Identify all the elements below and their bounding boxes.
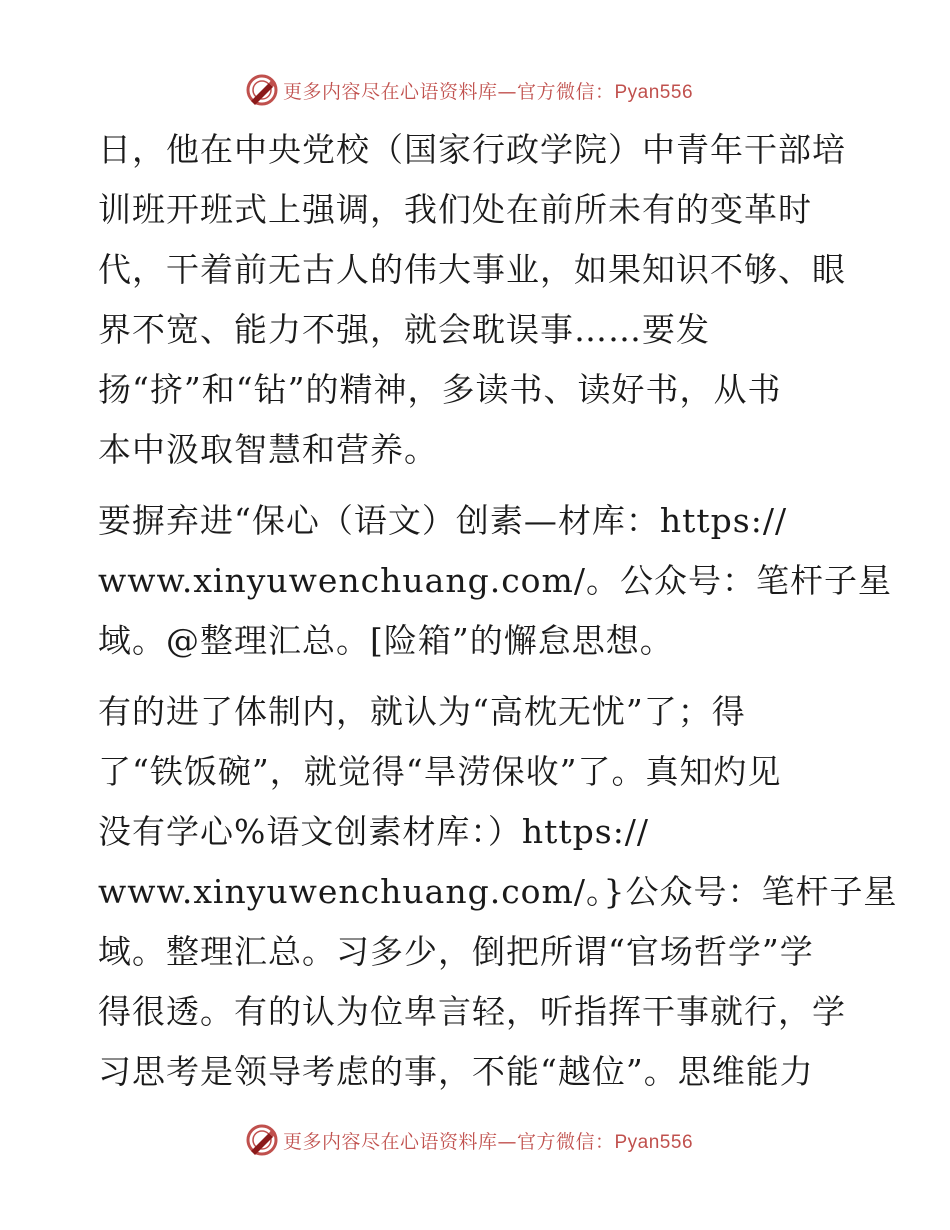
header-banner-label: 更多内容尽在心语资料库—官方微信： bbox=[282, 80, 615, 103]
text-line: 要摒弃进“保心（语文）创素—材库：https:// bbox=[98, 501, 788, 540]
paragraph-1 bbox=[98, 120, 858, 480]
text-line: 代，干着前无古人的伟大事业，如果知识不够、眼 bbox=[98, 250, 846, 289]
text-line: 本中汲取智慧和营养。 bbox=[98, 430, 438, 469]
paragraph-2 bbox=[98, 491, 892, 671]
paragraph-gap bbox=[98, 671, 858, 682]
text-line: 没有学心%语文创素材库：）https:// bbox=[98, 812, 650, 851]
paragraph-gap bbox=[98, 480, 858, 491]
pen-logo-icon bbox=[245, 73, 279, 107]
text-line: 界不宽、能力不强，就会耽误事……要发 bbox=[98, 310, 710, 349]
footer-banner-text bbox=[283, 1127, 693, 1154]
document-body bbox=[98, 120, 898, 1102]
text-line: 得很透。有的认为位卑言轻，听指挥干事就行，学 bbox=[98, 992, 846, 1031]
text-line: 扬“挤”和“钻”的精神，多读书、读好书，从书 bbox=[98, 370, 782, 409]
text-line: 了“铁饭碗”，就觉得“旱涝保收”了。真知灼见 bbox=[98, 752, 782, 791]
paragraph-3 bbox=[98, 682, 898, 1102]
footer-banner-handle: Pyan556 bbox=[614, 1131, 694, 1153]
text-line: 日，他在中央党校（国家行政学院）中青年干部培 bbox=[98, 130, 846, 169]
text-line: www.xinyuwenchuang.com/。公众号：笔杆子星 bbox=[98, 561, 892, 600]
header-banner bbox=[0, 70, 950, 110]
header-banner-handle: Pyan556 bbox=[614, 81, 694, 103]
text-line: 习思考是领导考虑的事，不能“越位”。思维能力 bbox=[98, 1052, 814, 1091]
text-line: 域。整理汇总。习多少，倒把所谓“官场哲学”学 bbox=[98, 932, 814, 971]
footer-banner-label: 更多内容尽在心语资料库—官方微信： bbox=[282, 1130, 615, 1153]
footer-banner bbox=[0, 1120, 950, 1160]
footer-banner-inner bbox=[245, 1123, 693, 1157]
text-line: www.xinyuwenchuang.com/。}公众号：笔杆子星 bbox=[98, 872, 898, 911]
text-line: 有的进了体制内，就认为“高枕无忧”了；得 bbox=[98, 692, 746, 731]
text-line: 训班开班式上强调，我们处在前所未有的变革时 bbox=[98, 190, 812, 229]
pen-logo-icon bbox=[245, 1123, 279, 1157]
text-line: 域。@整理汇总。[险箱”的懈怠思想。 bbox=[98, 621, 674, 660]
header-banner-text bbox=[283, 77, 693, 104]
header-banner-inner bbox=[245, 73, 693, 107]
